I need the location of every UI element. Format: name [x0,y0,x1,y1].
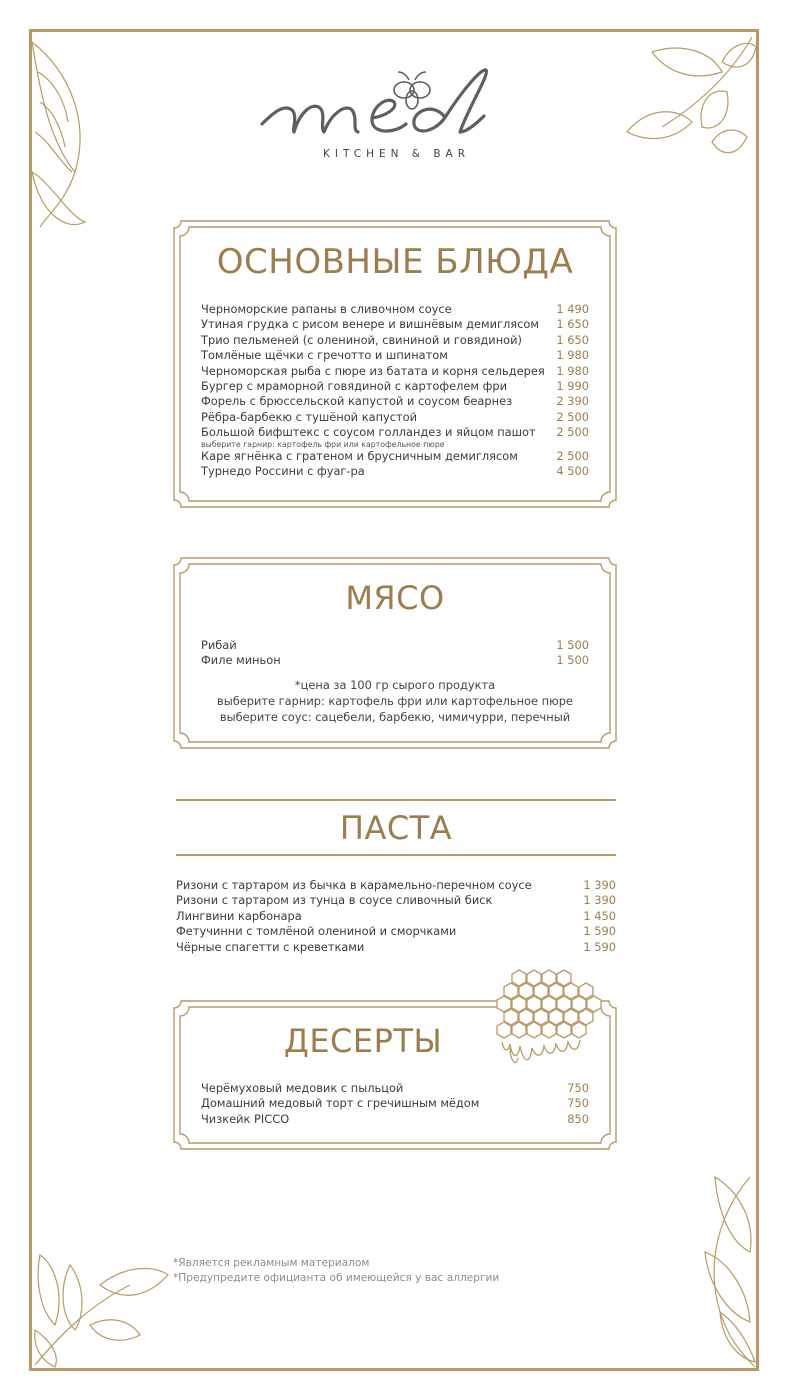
item-price: 850 [567,1111,589,1126]
item-name-text: Большой бифштекс с соусом голландез и яйцом пашот [201,425,536,440]
divider-bottom [176,854,616,856]
leaf-decoration-bottom-right-icon [700,1172,758,1369]
item-name: Томлёные щёчки с гречотто и шпинатом [201,348,448,363]
section-title: ПАСТА [339,809,453,847]
menu-item [201,348,589,363]
item-price: 4 500 [556,464,589,479]
menu-item [176,940,616,955]
item-price: 1 390 [583,893,616,908]
brand-subtitle: KITCHEN & BAR [322,148,471,160]
item-note: выберите гарнир: картофель фри или картофельное пюре [201,439,445,449]
menu-item [201,449,589,464]
menu-item [201,364,589,379]
menu-item [201,410,589,425]
menu-list [176,878,616,955]
menu-list [201,302,589,479]
item-name: Ризони с тартаром из тунца в соусе сливочный биск [176,893,493,908]
item-name [201,425,536,448]
section-pasta [176,799,616,959]
menu-item [176,909,616,924]
item-name: Фетучинни с томлёной олениной и сморчками [176,924,457,939]
item-name: Рибай [201,638,237,652]
item-price: 1 500 [556,638,589,652]
menu-item [176,893,616,908]
menu-item [201,638,589,653]
menu-item [201,653,589,668]
item-price: 1 490 [556,302,589,316]
item-name: Турнедо Россини с фуаг-ра [201,464,365,479]
item-name: Лингвини карбонара [176,908,302,923]
item-price: 1 990 [556,379,589,394]
leaf-decoration-bottom-left-icon [30,1245,170,1369]
item-name: Форель с брюссельской капустой и соусом беарнез [201,394,513,409]
item-name: Каре ягнёнка с гратеном и брусничным демиглясом [201,448,518,463]
menu-item [201,464,589,479]
item-price: 1 980 [556,363,589,378]
item-name: Чёрные спагетти с креветками [176,939,365,954]
section-title: МЯСО [345,579,445,617]
footer-disclaimer [173,1256,499,1286]
menu-item [201,1096,589,1111]
menu-item [176,924,616,939]
menu-item [201,1081,589,1096]
menu-item [201,317,589,332]
menu-item [201,333,589,348]
item-name: Чизкейк PICCO [201,1111,290,1126]
item-name: Рёбра-барбекю с тушёной капустой [201,409,418,424]
menu-item [201,394,589,409]
divider-top [176,799,616,801]
section-meat [173,557,617,749]
menu-item [176,878,616,893]
note-line: выберите соус: сацебели, барбекю, чимичурри, перечный [219,710,571,724]
item-price: 1 650 [556,332,589,347]
item-price: 750 [567,1096,589,1111]
item-price: 1 500 [556,653,589,668]
footer-line: *Является рекламным материалом [173,1257,370,1269]
note-line: *цена за 100 гр сырого продукта [294,678,496,692]
menu-item [201,425,589,448]
item-name: Трио пельменей (с олениной, свининой и говядиной) [201,332,522,347]
item-price: 1 980 [556,348,589,363]
item-price: 2 500 [556,425,589,440]
meat-notes [173,677,617,725]
brand-logo-icon [254,52,534,142]
item-name: Утиная грудка с рисом венере и вишнёвым демиглясом [201,317,539,332]
menu-item [201,302,589,317]
menu-list [201,1081,589,1127]
item-name: Черноморские рапаны в сливочном соусе [201,302,452,316]
menu-item [201,379,589,394]
menu-item [201,1112,589,1127]
item-price: 2 500 [556,448,589,463]
item-name: Бургер с мраморной говядиной с картофелем фри [201,379,507,394]
item-name: Домашний медовый торт с гречишным мёдом [201,1096,480,1111]
item-price: 2 390 [556,394,589,409]
section-main-dishes [173,220,617,508]
item-price: 1 590 [583,939,616,954]
item-name: Черёмуховый медовик с пыльцой [201,1081,404,1095]
item-name: Черноморская рыба с пюре из батата и корня сельдерея [201,363,545,378]
item-name: Ризони с тартаром из бычка в карамельно-перечном соусе [176,878,532,892]
item-name: Филе миньон [201,653,281,668]
item-price: 1 390 [583,878,616,892]
brand-logo [0,52,788,160]
section-title: ОСНОВНЫЕ БЛЮДА [216,242,574,282]
section-title: ДЕСЕРТЫ [283,1022,443,1060]
note-line: выберите гарнир: картофель фри или картофельное пюре [217,694,573,708]
footer-line: *Предупредите официанта об имеющейся у вас аллергии [173,1272,500,1284]
item-price: 1 650 [556,317,589,332]
item-price: 2 500 [556,409,589,424]
item-price: 750 [567,1081,589,1095]
honeycomb-icon [492,968,604,1070]
item-price: 1 590 [583,924,616,939]
item-price: 1 450 [583,908,616,923]
menu-list [201,638,589,669]
